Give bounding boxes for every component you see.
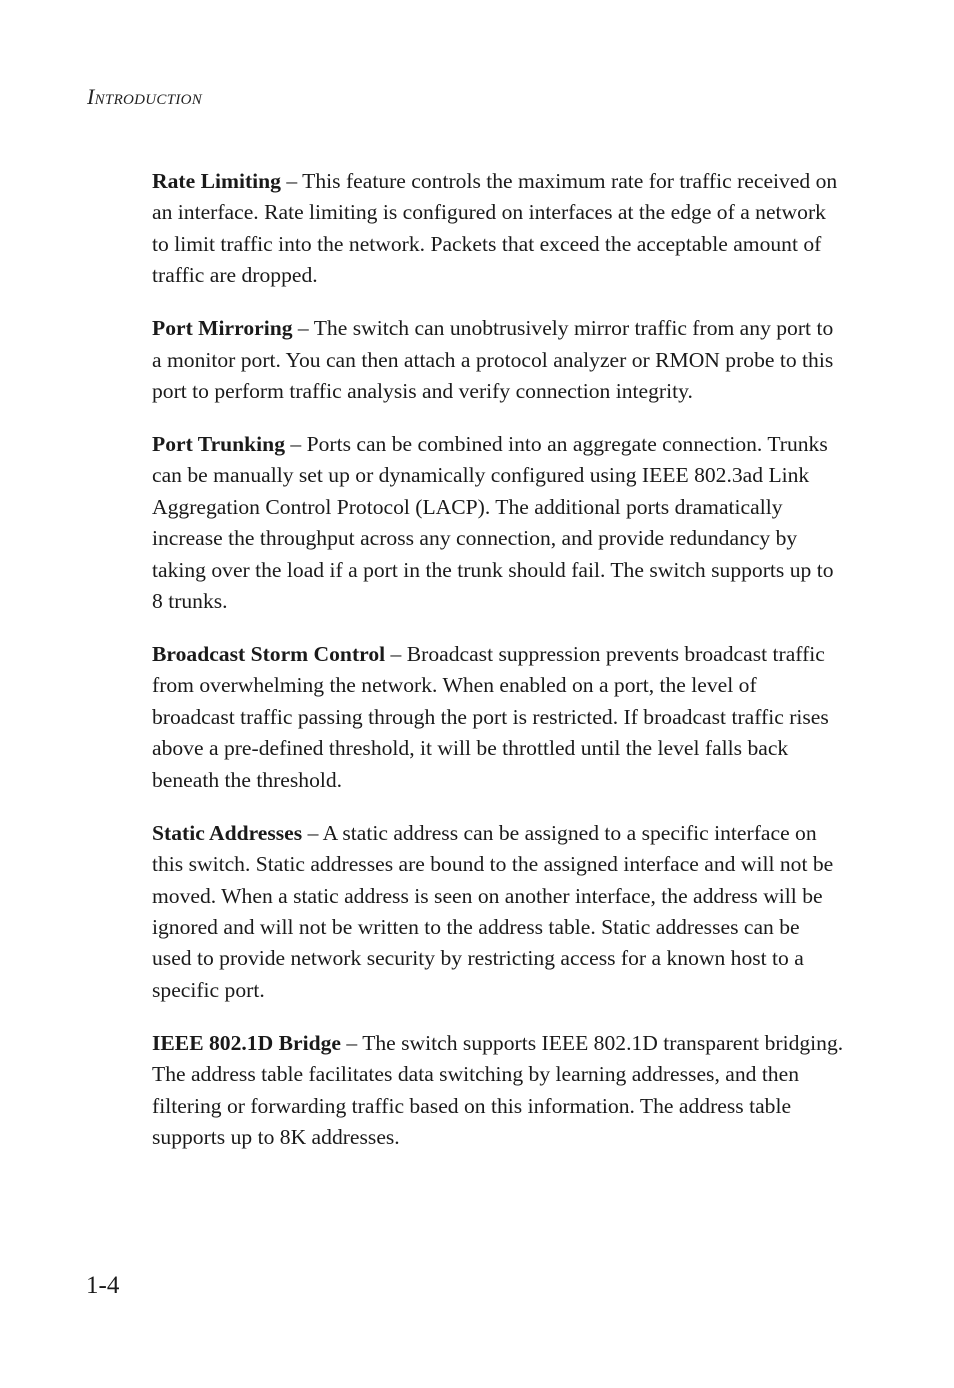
paragraph-broadcast-storm-control [152,639,844,796]
paragraph-rate-limiting [152,166,844,292]
paragraph-body: The switch supports IEEE 802.1D transparent bridging. The address table facilitates data switching by learning addresses, and then filtering or forwarding traffic based on this information. The address table supports up to 8K addresses. [152,1030,844,1149]
paragraph-ieee-bridge [152,1028,844,1154]
paragraph-body: Ports can be combined into an aggregate connection. Trunks can be manually set up or dynamically configured using IEEE 802.3ad Link Aggregation Control Protocol (LACP). The additional ports dramatically increase the throughput across any connection, and provide redundancy by taking over the load if a port in the trunk should fail. The switch supports up to 8 trunks. [152,432,834,614]
running-header: Introduction [87,84,203,109]
term-separator: – [385,642,407,667]
paragraph-body: Broadcast suppression prevents broadcast traffic from overwhelming the network. When enabled on a port, the level of broadcast traffic passing through the port is restricted. If broadcast traffic rises above a pre-defined threshold, it will be throttled until the level falls back beneath the threshold. [152,642,829,792]
paragraph-body: A static address can be assigned to a specific interface on this switch. Static addresses are bound to the assigned interface and will not be moved. When a static address is seen on another interface, the address will be ignored and will not be written to the address table. Static addresses can be used to provide network security by restricting access for a known host to a specific port. [152,820,834,1002]
term-broadcast-storm-control: Broadcast Storm Control [152,642,386,667]
paragraph-static-addresses [152,818,844,1006]
paragraph-body: The switch can unobtrusively mirror traffic from any port to a monitor port. You can then attach a protocol analyzer or RMON probe to this port to perform traffic analysis and verify connection integrity. [152,316,834,404]
term-separator: – [280,169,303,193]
page-content [152,166,844,1175]
term-separator: – [292,316,314,341]
paragraph-body: This feature controls the maximum rate for traffic received on an interface. Rate limiting is configured on interfaces at the edge of a network to limit traffic into the network. Packets that exceed the acceptable amount of traffic are dropped. [152,169,838,288]
term-separator: – [285,432,307,457]
term-ieee-bridge: IEEE 802.1D Bridge [152,1030,341,1055]
term-port-trunking: Port Trunking [152,432,285,457]
term-separator: – [340,1030,363,1055]
paragraph-port-trunking [152,429,844,617]
page-number: 1-4 [86,1272,120,1299]
paragraph-port-mirroring [152,313,844,407]
term-static-addresses: Static Addresses [152,820,303,845]
term-port-mirroring: Port Mirroring [152,316,293,341]
term-separator: – [302,820,323,845]
term-rate-limiting: Rate Limiting [152,169,281,193]
